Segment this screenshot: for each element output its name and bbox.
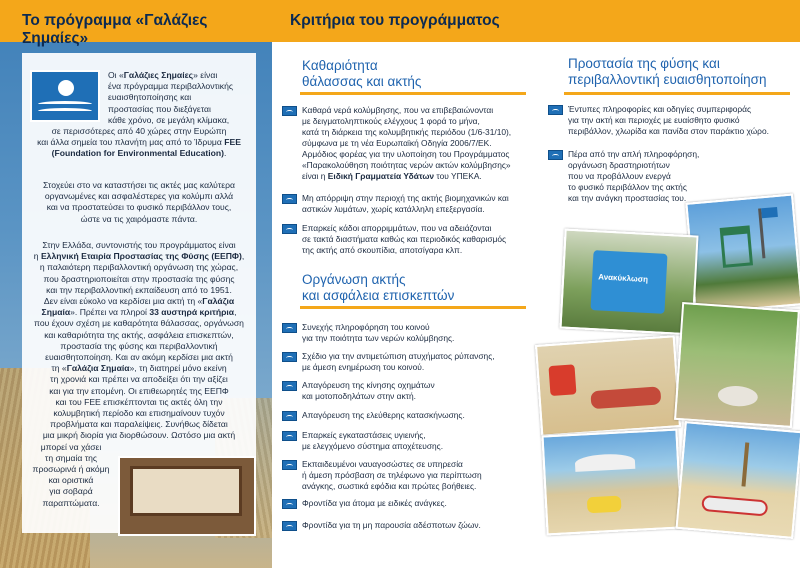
- criterion-line: αστικών λυμάτων, χωρίς κατάλληλη επεξεργασία.: [302, 204, 485, 214]
- text-line: Οι «Γαλάζιες Σημαίες» είναι: [108, 70, 218, 80]
- blue-flag-bullet-icon: [282, 460, 297, 470]
- blue-flag-bullet-icon: [282, 499, 297, 509]
- criterion-line: κατά τη διάρκεια της κολυμβητικής περιόδου (1/6-31/10),: [302, 127, 512, 137]
- section-title-line: Προστασία της φύσης και: [568, 56, 720, 71]
- blue-flag-bullet-icon: [282, 431, 297, 441]
- lifeguard-tower-photo: [685, 194, 800, 315]
- section-cleanliness-title: [302, 58, 421, 90]
- blue-flag-bullet-icon: [282, 194, 297, 204]
- criterion-item: [302, 351, 495, 373]
- criterion-line: που να προβάλλουν ενεργά: [568, 171, 671, 181]
- text-line: τη «Γαλάζια Σημαία», τη διατηρεί μόνο εκείνη: [51, 363, 227, 374]
- criterion-line: Φροντίδα για άτομα με ειδικές ανάγκες.: [302, 498, 447, 508]
- criterion-line: Επαρκείς κάδοι απορριμμάτων, που να αδειάζονται: [302, 223, 492, 233]
- criterion-item: [302, 105, 511, 182]
- criterion-line: Καθαρά νερά κολύμβησης, που να επιβεβαιώνονται: [302, 105, 494, 115]
- criterion-line: Συνεχής πληροφόρηση του κοινού: [302, 322, 430, 332]
- blue-flag-bullet-icon: [282, 411, 297, 421]
- text-line: που δραστηριοποιείται στην προστασία της φύσης: [43, 273, 235, 284]
- text-line: μια μικρή διορία για διορθώσουν. Ωστόσο μια ακτή: [42, 430, 236, 441]
- criterion-item: [302, 459, 482, 492]
- criterion-line: Έντυπες πληροφορίες και οδηγίες συμπεριφοράς: [568, 104, 752, 114]
- section-title-line: Καθαριότητα: [302, 58, 378, 73]
- criterion-line: Επαρκείς εγκαταστάσεις υγιεινής,: [302, 430, 426, 440]
- criterion-line: Σχέδιο για την αντιμετώπιση ατυχήματος ρύπανσης,: [302, 351, 495, 361]
- text-line: (Foundation for Environmental Education).: [51, 148, 227, 159]
- criterion-line: και την ανάγκη προστασίας του.: [568, 193, 687, 203]
- text-line: τη χρονιά και πρέπει να αποδείξει ότι την αξίζει: [50, 374, 228, 385]
- criterion-line: Απαγόρευση της κίνησης οχημάτων: [302, 380, 435, 390]
- coordinator-paragraph: [24, 240, 254, 296]
- text-line: ένα πρόγραμμα περιβαλλοντικής: [108, 81, 234, 92]
- left-panel: [0, 0, 272, 568]
- text-line: ευαισθητοποίηση. Και αν ακόμη κερδίσει μια ακτή: [45, 352, 233, 363]
- section-organisation-title: [302, 272, 454, 304]
- text-line: Δεν είναι εύκολο να κερδίσει μια ακτή τη «Γαλάζια: [43, 296, 235, 306]
- blue-flag-bullet-icon: [282, 381, 297, 391]
- criterion-line: για την ακτή και περιοχές με ευαίσθητο φυσικό: [568, 115, 740, 125]
- criterion-line: με ελεγχόμενο σύστημα αποχέτευσης.: [302, 441, 444, 451]
- criterion-item: [302, 380, 435, 402]
- intro-paragraph: [24, 70, 254, 160]
- criterion-line: περιβάλλον, χλωρίδα και πανίδα στον παράκτιο χώρο.: [568, 126, 769, 136]
- accessible-beach-photo: [541, 429, 682, 536]
- section-underline: [300, 306, 526, 309]
- criterion-line: για την ποιότητα των νερών κολύμβησης.: [302, 333, 455, 343]
- text-line: και να προστατεύσει το φυσικό περιβάλλον τους,: [46, 202, 232, 213]
- right-panel: [272, 0, 800, 568]
- left-title: Το πρόγραμμα «Γαλάζιες Σημαίες»: [22, 12, 208, 47]
- section-title-line: περιβαλλοντική ευαισθητοποίηση: [568, 72, 767, 87]
- text-line: παραπτώματα.: [42, 497, 100, 508]
- text-line: η Ελληνική Εταιρία Προστασίας της Φύσης (ΕΕΠΦ),: [33, 251, 245, 262]
- section-title-line: και ασφάλεια επισκεπτών: [302, 288, 455, 303]
- info-board-photo: [118, 456, 256, 536]
- criterion-line: ανάγκης, σωστικά εφόδια και πρώτες βοήθειες.: [302, 481, 477, 491]
- section-title-line: Οργάνωση ακτής: [302, 272, 406, 287]
- blue-flag-bullet-icon: [548, 105, 563, 115]
- criterion-item: [302, 430, 443, 452]
- blue-flag-bullet-icon: [282, 352, 297, 362]
- blue-flag-bullet-icon: [282, 323, 297, 333]
- criterion-item: [302, 322, 454, 344]
- blue-flag-bullet-icon: [282, 224, 297, 234]
- text-line: τη σημαία της: [44, 452, 98, 463]
- text-line: Στοχεύει στο να καταστήσει τις ακτές μας καλύτερα: [43, 180, 235, 190]
- text-line: και του FEE επισκέπτονται τις ακτές όλη την: [55, 396, 223, 407]
- text-line: σε περισσότερες από 40 χώρες στην Ευρώπη: [51, 126, 227, 137]
- text-line: μπορεί να χάσει: [40, 441, 102, 452]
- blue-flag-bullet-icon: [282, 106, 297, 116]
- criterion-line: είναι η Ειδική Γραμματεία Υδάτων του ΥΠΕΚΑ.: [302, 171, 482, 181]
- goals-paragraph: [24, 180, 254, 225]
- section-title-line: θάλασσας και ακτής: [302, 74, 422, 89]
- text-line: ευαισθητοποίησης και: [108, 92, 192, 103]
- blue-flag-bullet-icon: [548, 150, 563, 160]
- text-line: η παλαιότερη περιβαλλοντική οργάνωση της χώρας,: [39, 262, 239, 273]
- criterion-line: Πέρα από την απλή πληροφόρηση,: [568, 149, 700, 159]
- right-header-bar: [272, 0, 800, 42]
- criterion-line: ή άμεση πρόσβαση σε τηλέφωνο για περίπτωση: [302, 470, 482, 480]
- first-aid-photo: [535, 335, 681, 437]
- criterion-line: Εκπαιδευμένοι ναυαγοσώστες σε υπηρεσία: [302, 459, 463, 469]
- criterion-item: [302, 223, 506, 256]
- criterion-line: σε τακτά διαστήματα καθώς και περιοδικός καθαρισμός: [302, 234, 507, 244]
- text-line: και για την επομένη. Οι επιθεωρητές της ΕΕΠΦ: [49, 385, 229, 396]
- criterion-line: «Παρακολούθηση ποιότητας νερών ακτών κολύμβησης»: [302, 160, 511, 170]
- text-line: προστασίας που διεξάγεται: [108, 103, 211, 114]
- text-line: που έχουν σχέση με καθαρότητα θάλασσας, οργάνωση: [34, 318, 244, 329]
- text-line: ώστε να τις χαιρόμαστε πάντα.: [80, 213, 198, 224]
- criterion-line: Μη απόρριψη στην περιοχή της ακτής βιομηχανικών και: [302, 193, 509, 203]
- beach-path-photo: [674, 302, 800, 428]
- text-line: και καθαριότητα της ακτής, ασφάλεια επισκεπτών,: [44, 329, 234, 340]
- criterion-line: Φροντίδα για τη μη παρουσία αδέσποτων ζώων.: [302, 520, 481, 530]
- blue-flag-bullet-icon: [282, 521, 297, 531]
- criterion-item: [568, 149, 699, 204]
- text-line: προσωρινά ή ακόμη: [32, 464, 110, 475]
- criterion-line: και μοτοποδηλάτων στην ακτή.: [302, 391, 416, 401]
- lifeguard-boat-photo: [676, 421, 800, 539]
- right-title: Κριτήρια του προγράμματος: [290, 12, 500, 29]
- text-line: και άλλα σημεία του πλανήτη μας από το Ίδρυμα FEE: [37, 137, 241, 148]
- criterion-line: με άμεση ενημέρωση του κοινού.: [302, 362, 425, 372]
- criterion-line: Αρμόδιος φορέας για την υλοποίηση του Προγράμματος: [302, 149, 510, 159]
- text-line: και την περιβαλλοντική εκπαίδευση από το 1951.: [46, 284, 232, 295]
- section-nature-title: [568, 56, 766, 88]
- recycling-bin-photo: [559, 229, 698, 336]
- text-line: κολυμβητική περίοδο και επισημαίνουν τυχόν: [53, 408, 225, 419]
- criterion-line: της ακτής από σκουπίδια, αποτσίγαρα κλπ.: [302, 245, 463, 255]
- criterion-item: [302, 520, 481, 531]
- criterion-item: [302, 193, 509, 215]
- criterion-line: σύμφωνα με τη νέα Ευρωπαϊκή Οδηγία 2006/7/ΕΚ.: [302, 138, 492, 148]
- criterion-item: [302, 498, 447, 509]
- text-line: Σημαία». Πρέπει να πληροί 33 αυστηρά κριτήρια,: [41, 307, 237, 318]
- recycling-label: Ανακύκλωση: [597, 272, 649, 284]
- section-underline: [564, 92, 790, 95]
- text-line: Στην Ελλάδα, συντονιστής του προγράμματος είναι: [42, 240, 236, 250]
- text-line: και οριστικά: [48, 475, 94, 486]
- text-line: κάθε χρόνο, σε μεγάλη κλίμακα,: [108, 114, 230, 125]
- text-line: οργανωμένες και ασφαλέστερες για κολύμπι αλλά: [44, 191, 234, 202]
- criterion-item: [302, 410, 465, 421]
- criterion-line: με δειγματοληπτικούς ελέγχους 1 φορά το μήνα,: [302, 116, 480, 126]
- text-line: για σοβαρά: [49, 486, 93, 497]
- criterion-line: οργάνωση δραστηριοτήτων: [568, 160, 670, 170]
- section-underline: [300, 92, 526, 95]
- text-line: προβλήματα και παραλείψεις. Συνήθως δίδεται: [50, 419, 228, 430]
- criterion-line: το φυσικό περιβάλλον της ακτής: [568, 182, 687, 192]
- criterion-line: Απαγόρευση της ελεύθερης κατασκήνωσης.: [302, 410, 465, 420]
- text-line: προστασία της φύσης και περιβαλλοντική: [60, 340, 218, 351]
- left-header-bar: [0, 0, 272, 47]
- criterion-item: [568, 104, 769, 137]
